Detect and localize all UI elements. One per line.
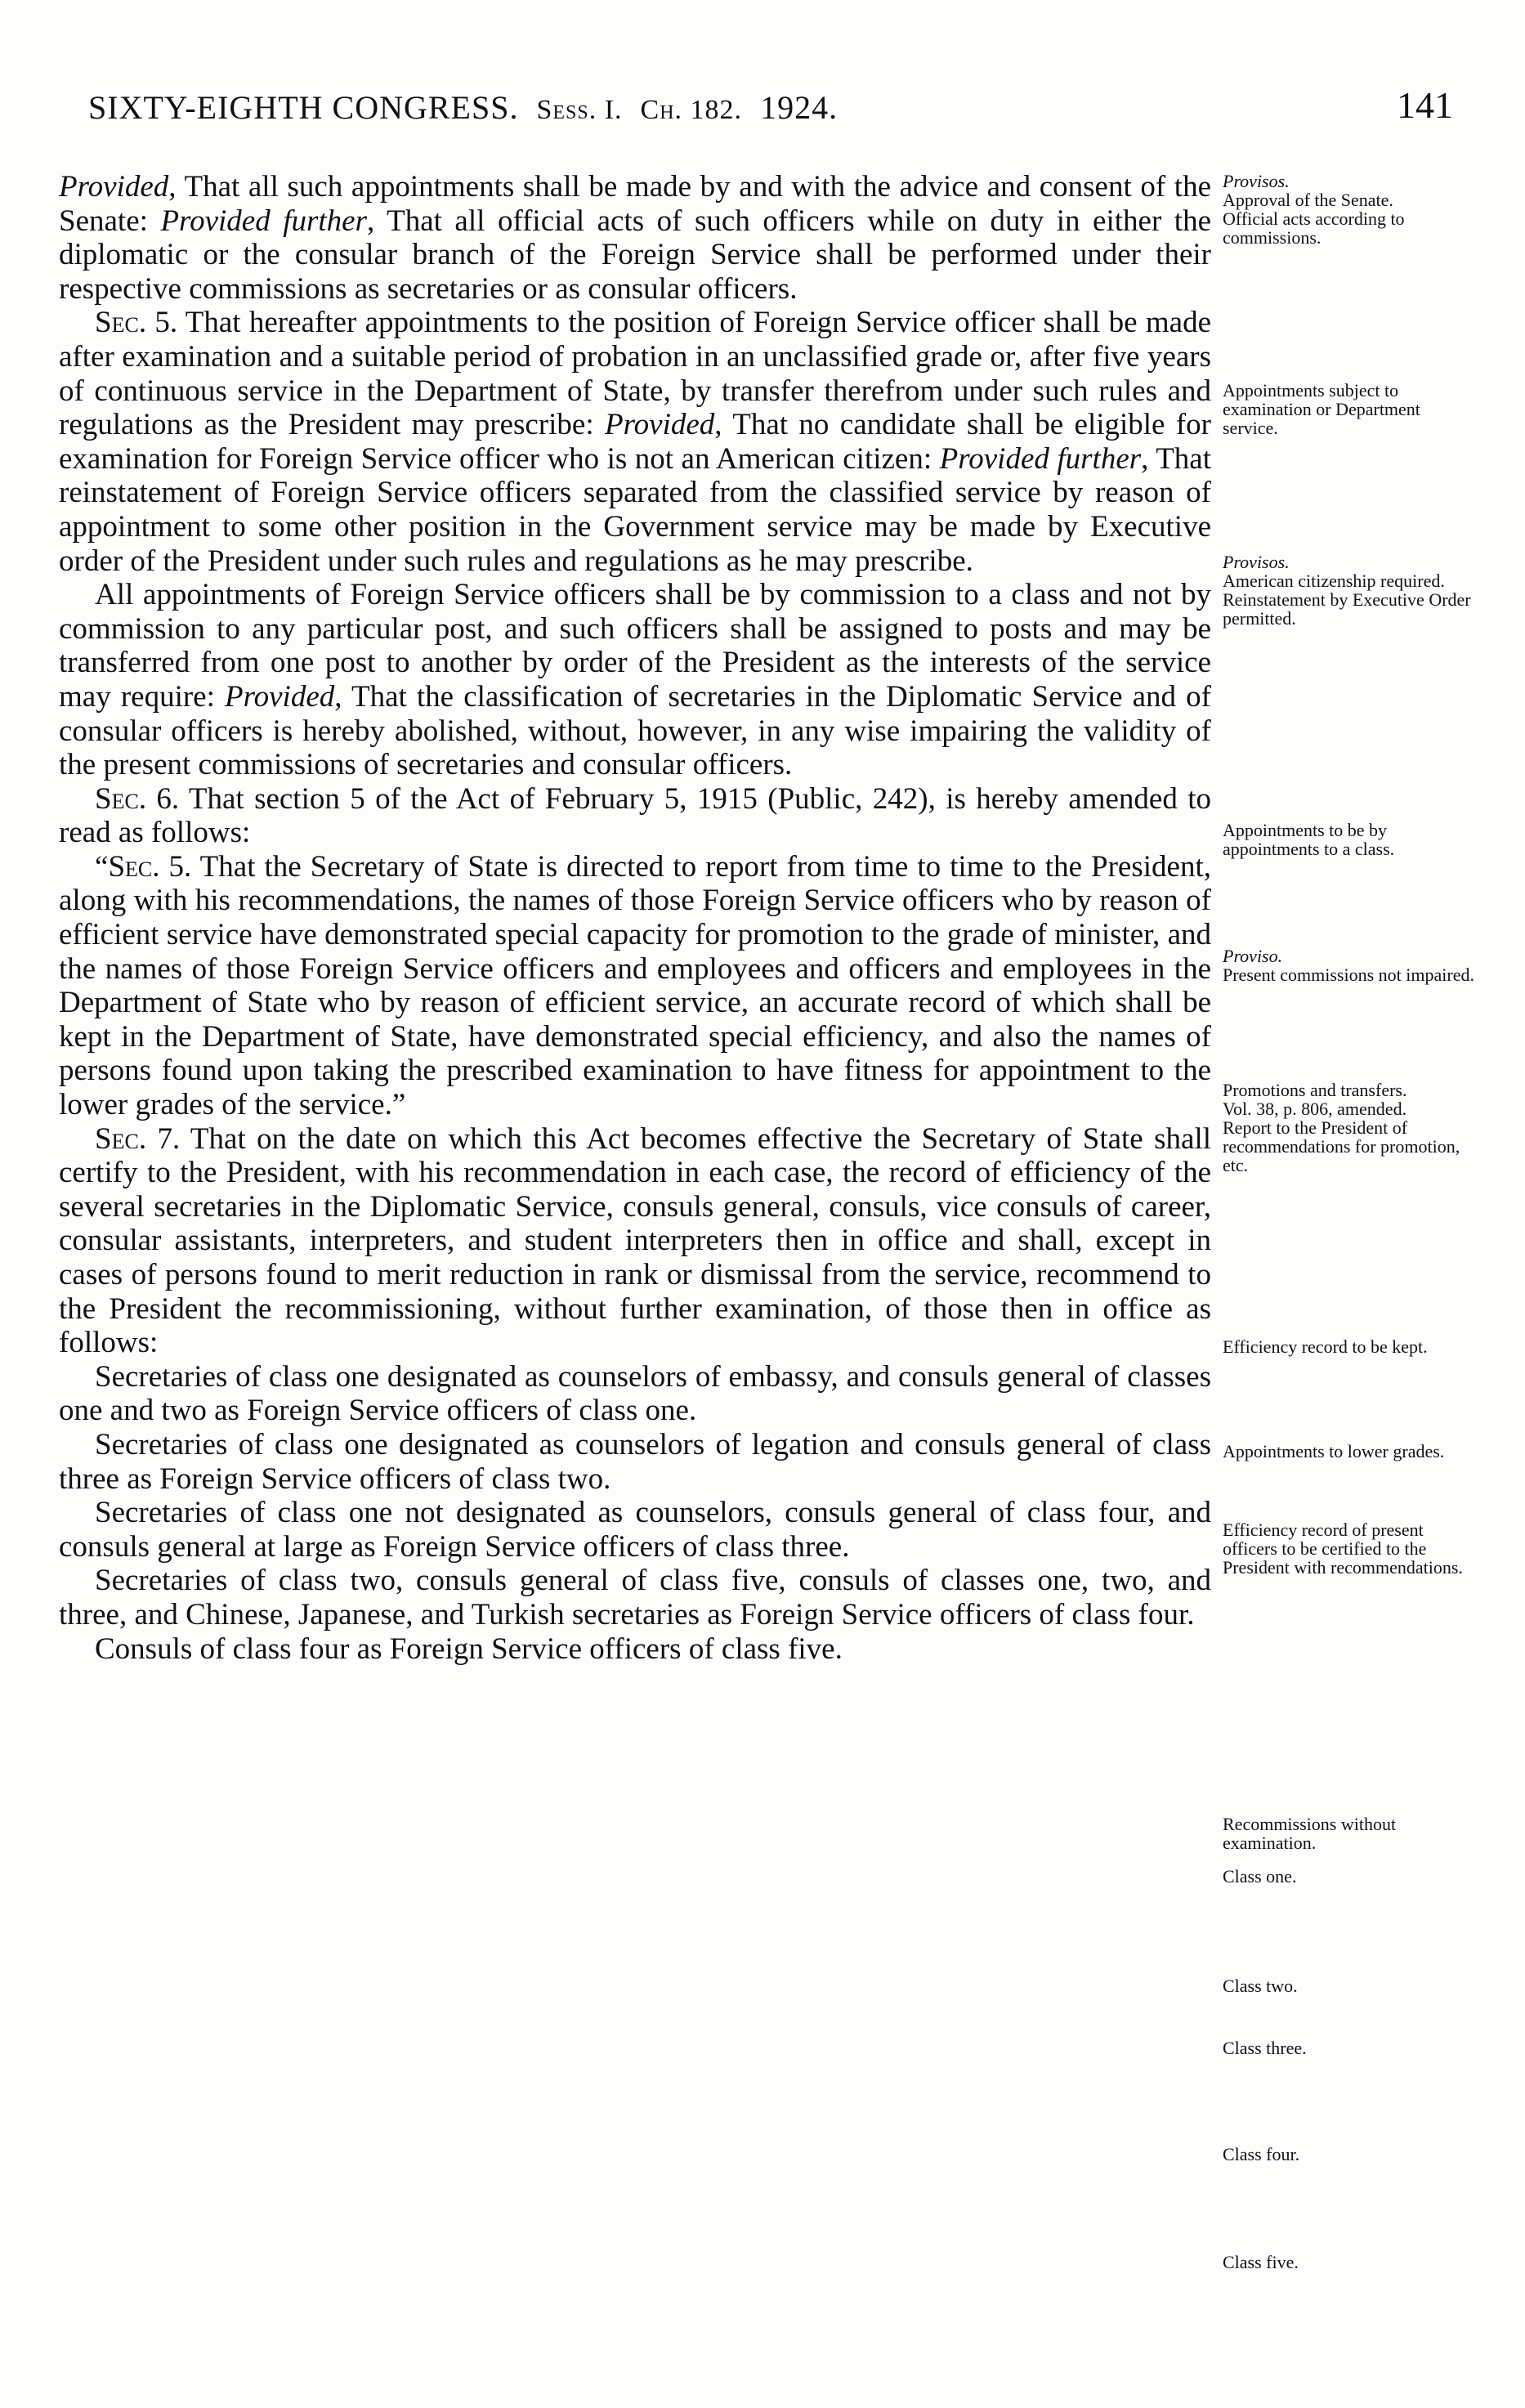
side-note-line: Promotions and transfers.	[1223, 1080, 1407, 1100]
side-note-line: Appointments subject to examination or Department service.	[1223, 380, 1420, 438]
section-label: Sec	[95, 781, 139, 816]
running-head	[88, 88, 838, 127]
italic-text: Provided further	[939, 441, 1142, 476]
section-label: Sec	[95, 1121, 139, 1156]
statute-paragraph: Secretaries of class two, consuls general of class five, consuls of classes one, two, and three, and Chinese, Japanese, and Turkish secretaries as Foreign Service officers of class four.	[59, 1564, 1211, 1631]
side-note	[1223, 821, 1474, 858]
side-note-line: Present commissions not impaired.	[1223, 965, 1474, 985]
side-note-line: Reinstatement by Executive Order permitted.	[1223, 589, 1471, 629]
side-note-line: Class two.	[1223, 1976, 1298, 1996]
side-note	[1223, 2039, 1474, 2057]
side-note-line: Appointments to lower grades.	[1223, 1441, 1445, 1461]
side-note-line: Efficiency record to be kept.	[1223, 1336, 1428, 1357]
italic-text: Provided further	[160, 204, 367, 238]
side-note-line: Class four.	[1223, 2144, 1300, 2164]
side-note-line: Official acts according to commissions.	[1223, 208, 1405, 248]
section-label: Sec	[95, 306, 139, 340]
statute-paragraph: “Sec. 5. That the Secretary of State is directed to report from time to time to the President, along with his recommendations, the names of those Foreign Service officers who by reason of efficient service have demonstrated special capacity for promotion to the grade of minister, and the names of those Foreign Service officers and employees and officers and employees in the Department of State who by reason of efficient service, an accurate record of which shall be kept in the Department of State, have demonstrated special efficiency, and also the names of persons found upon taking the prescribed examination to have fitness for appointment to the lower grades of the service.”	[59, 849, 1211, 1122]
side-note	[1223, 1976, 1474, 1995]
session-label: Sess. I.	[536, 95, 623, 125]
side-note	[1223, 1815, 1474, 1852]
side-note-line: Appointments to be by appointments to a class.	[1223, 820, 1395, 859]
side-note-line: Proviso.	[1223, 946, 1283, 966]
italic-text: Provided	[59, 170, 169, 204]
side-note-line: Approval of the Senate.	[1223, 190, 1393, 210]
side-note-line: Efficiency record of present officers to be certified to the President with recommendations.	[1223, 1520, 1463, 1578]
side-note	[1223, 1867, 1474, 1886]
side-note-line: Provisos.	[1223, 171, 1290, 191]
congress-title: SIXTY-EIGHTH CONGRESS.	[88, 89, 519, 126]
side-note	[1223, 947, 1474, 984]
side-note	[1223, 2145, 1474, 2164]
side-note	[1223, 1442, 1474, 1461]
side-note-line: Vol. 38, p. 806, amended.	[1223, 1099, 1407, 1119]
statute-paragraph: Sec. 6. That section 5 of the Act of February 5, 1915 (Public, 242), is hereby amended to read as follows:	[59, 781, 1211, 850]
statute-text	[59, 170, 1211, 1666]
side-note-line: American citizenship required.	[1223, 571, 1445, 591]
side-note-line: Provisos.	[1223, 552, 1290, 572]
page-header	[88, 84, 1453, 137]
side-note	[1223, 1337, 1474, 1356]
italic-text: Provided	[225, 679, 335, 714]
statute-paragraph: Secretaries of class one designated as counselors of legation and consuls general of class three as Foreign Service officers of class two.	[59, 1427, 1211, 1496]
statute-paragraph: Sec. 5. That hereafter appointments to the position of Foreign Service officer shall be made after examination and a suitable period of probation in an unclassified grade or, after five years of continuous service in the Department of State, by transfer therefrom under such rules and regulations as the President may prescribe: Provided, That no candidate shall be eligible for examination for Foreign Service officer who is not an American citizen: Provided further, That reinstatement of Foreign Service officers separated from the classified service by reason of appointment to some other position in the Government service may be made by Executive order of the President under such rules and regulations as he may prescribe.	[59, 306, 1212, 578]
page-number: 141	[1397, 84, 1453, 126]
side-note	[1223, 2253, 1474, 2271]
side-note	[1223, 1520, 1474, 1577]
italic-text: Provided	[605, 408, 715, 442]
side-note	[1223, 381, 1474, 437]
statute-paragraph: Sec. 7. That on the date on which this Act becomes effective the Secretary of State shall certify to the President, with his recommendation in each case, the record of efficiency of the several secretaries in the Diplomatic Service, consuls general, consuls, vice consuls of career, consular assistants, interpreters, and student interpreters then in office and shall, except in cases of persons found to merit reduction in rank or dismissal from the service, recommend to the President the recommissioning, without further examination, of those then in office as follows:	[59, 1121, 1211, 1360]
side-note	[1223, 172, 1474, 247]
side-note-line: Class three.	[1223, 2038, 1307, 2058]
statute-paragraph: Secretaries of class one not designated as counselors, consuls general of class four, and consuls general at large as Foreign Service officers of class three.	[59, 1496, 1211, 1564]
side-note-line: Recommissions without examination.	[1223, 1814, 1397, 1853]
year-label: 1924.	[760, 89, 839, 126]
section-label: Sec	[108, 849, 153, 884]
statute-paragraph: Consuls of class four as Foreign Service officers of class five.	[95, 1631, 843, 1666]
statute-paragraph: Provided, That all such appointments shall be made by and with the advice and consent of the Senate: Provided further, That all official acts of such officers while on duty in either the diplomatic or the consular branch of the Foreign Service shall be performed under their respective commissions as secretaries or as consular officers.	[59, 170, 1212, 306]
statute-paragraph: Secretaries of class one designated as counselors of embassy, and consuls general of classes one and two as Foreign Service officers of class one.	[59, 1359, 1211, 1428]
chapter-label: Ch. 182.	[640, 95, 743, 125]
side-note-line: Class five.	[1223, 2252, 1299, 2272]
statute-paragraph: All appointments of Foreign Service officers shall be by commission to a class and not by commission to any particular post, and such officers shall be assigned to posts and may be transferred from one post to another by order of the President as the interests of the service may require: Provided, That the classification of secretaries in the Diplomatic Service and of consular officers is hereby abolished, without, however, in any wise impairing the validity of the present commissions of secretaries and consular officers.	[59, 578, 1211, 782]
side-note	[1223, 1081, 1474, 1175]
side-note-line: Report to the President of recommendations for promotion, etc.	[1223, 1117, 1460, 1175]
side-note-line: Class one.	[1223, 1866, 1297, 1887]
side-note	[1223, 553, 1474, 628]
